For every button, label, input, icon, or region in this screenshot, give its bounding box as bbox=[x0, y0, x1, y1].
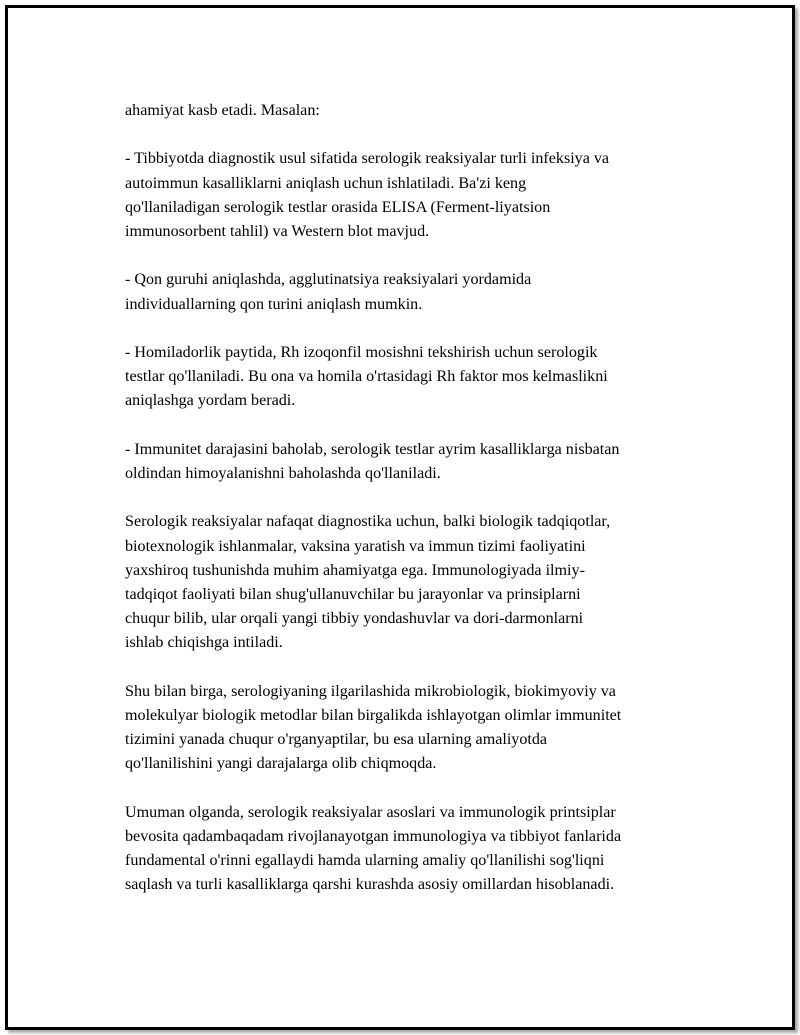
text-line: molekulyar biologik metodlar bilan birgalikda ishlayotgan olimlar immunitet bbox=[125, 706, 622, 724]
text-line: chuqur bilib, ular orqali yangi tibbiy yondashuvlar va dori-darmonlarni bbox=[125, 610, 584, 628]
text-line: ishlab chiqishga intiladi. bbox=[125, 634, 283, 652]
text-line: aniqlashga yordam beradi. bbox=[125, 392, 296, 410]
text-line: testlar qo'llaniladi. Bu ona va homila o'rtasidagi Rh faktor mos kelmaslikni bbox=[125, 368, 608, 386]
text-line: Serologik reaksiyalar nafaqat diagnostika uchun, balki biologik tadqiqotlar, bbox=[125, 513, 611, 531]
text-line: oldindan himoyalanishni baholashda qo'llaniladi. bbox=[125, 464, 441, 482]
text-line: fundamental o'rinni egallaydi hamda ularning amaliy qo'llanilishi sog'liqni bbox=[125, 852, 605, 870]
paragraph bbox=[125, 147, 705, 244]
text-line: Shu bilan birga, serologiyaning ilgarilashida mikrobiologik, biokimyoviy va bbox=[125, 682, 616, 700]
text-line: - Immunitet darajasini baholab, serologik testlar ayrim kasalliklarga nisbatan bbox=[125, 440, 620, 458]
text-line: qo'llanilishini yangi darajalarga olib chiqmoqda. bbox=[125, 755, 437, 773]
paragraph bbox=[125, 438, 705, 486]
text-line: - Tibbiyotda diagnostik usul sifatida serologik reaksiyalar turli infeksiya va bbox=[125, 150, 610, 168]
text-line: yaxshiroq tushunishda muhim ahamiyatga ega. Immunologiyada ilmiy- bbox=[125, 561, 585, 579]
paragraph bbox=[125, 680, 705, 777]
text-line: ahamiyat kasb etadi. Masalan: bbox=[125, 102, 320, 119]
paragraph bbox=[125, 341, 705, 414]
text-line: immunosorbent tahlil) va Western blot mavjud. bbox=[125, 223, 430, 240]
text-line: Umuman olganda, serologik reaksiyalar asoslari va immunologik printsiplar bbox=[125, 803, 616, 821]
text-line: tizimini yanada chuqur o'rganyaptilar, bu esa ularning amaliyotda bbox=[125, 731, 548, 749]
paragraph bbox=[125, 510, 705, 655]
text-line: saqlash va turli kasalliklarga qarshi kurashda asosiy omillardan hisoblanadi. bbox=[125, 876, 615, 894]
document-body bbox=[125, 99, 705, 922]
text-line: - Qon guruhi aniqlashda, agglutinatsiya reaksiyalari yordamida bbox=[125, 271, 532, 289]
text-line: biotexnologik ishlanmalar, vaksina yaratish va immun tizimi faoliyatini bbox=[125, 537, 586, 555]
text-line: bevosita qadambaqadam rivojlanayotgan immunologiya va tibbiyot fanlarida bbox=[125, 827, 622, 845]
paragraph bbox=[125, 268, 705, 316]
text-line: - Homiladorlik paytida, Rh izoqonfil mosishni tekshirish uchun serologik bbox=[125, 343, 598, 361]
paragraph bbox=[125, 99, 705, 123]
document-page bbox=[5, 5, 795, 1030]
text-line: individuallarning qon turini aniqlash mumkin. bbox=[125, 295, 423, 313]
paragraph bbox=[125, 801, 705, 898]
text-line: tadqiqot faoliyati bilan shug'ullanuvchilar bu jarayonlar va prinsiplarni bbox=[125, 585, 581, 603]
text-line: autoimmun kasalliklarni aniqlash uchun ishlatiladi. Ba'zi keng bbox=[125, 174, 527, 192]
text-line: qo'llaniladigan serologik testlar orasida ELISA (Ferment-liyatsion bbox=[125, 198, 551, 216]
